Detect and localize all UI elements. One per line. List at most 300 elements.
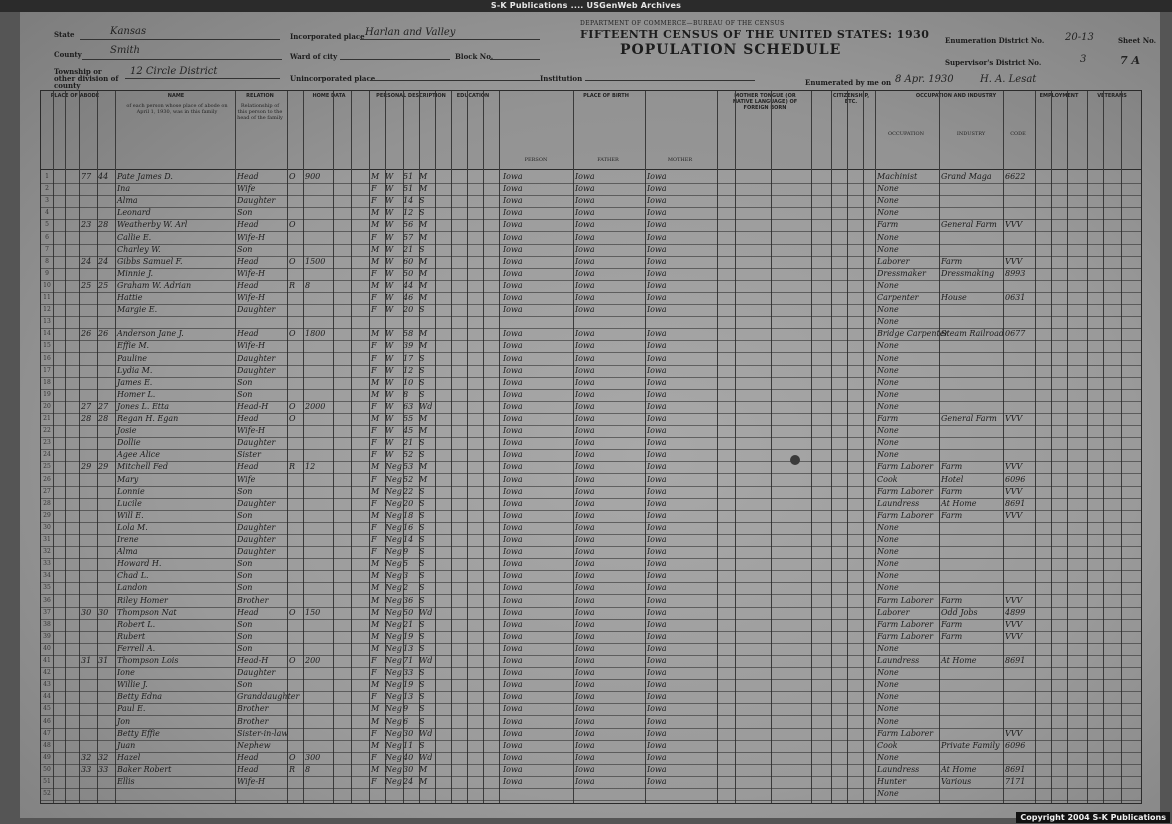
cell-birth: Iowa: [503, 752, 523, 762]
cell-occ: None: [877, 280, 899, 290]
cell-tenure: O: [289, 656, 296, 665]
cell-ind: [941, 195, 1003, 207]
cell-rel: Nephew: [237, 740, 271, 750]
cell-n: 40: [43, 644, 51, 652]
cell-father: Iowa: [575, 510, 595, 520]
cell-mother: Iowa: [647, 680, 667, 690]
cell-ind: General Farm: [941, 220, 997, 230]
cell-race: W: [385, 438, 394, 448]
cell-ind: [941, 365, 1003, 377]
cell-n: 44: [43, 693, 51, 701]
cell-n: 21: [43, 415, 51, 422]
cell-ms: S: [419, 668, 425, 678]
cell-tenure: [289, 244, 303, 256]
cell-ms: S: [419, 498, 425, 508]
cell-tenure: O: [289, 607, 296, 617]
cell-race: W: [385, 389, 394, 399]
cell-rel: Son: [237, 571, 253, 581]
cell-tenure: [289, 534, 303, 546]
cell-age: 21: [403, 244, 414, 254]
cell-name: Anderson Jane J.: [117, 329, 184, 339]
cell-name: Hazel: [117, 752, 141, 762]
cell-occ: Farm Laborer: [877, 619, 934, 629]
cell-occ: None: [877, 450, 899, 460]
cell-fam: [98, 546, 114, 558]
cell-race: Neg: [385, 547, 402, 557]
cell-mother: [647, 788, 715, 800]
cell-code: [1005, 244, 1033, 256]
cell-father: [575, 788, 643, 800]
table-row: [41, 607, 1141, 620]
cell-dw: [81, 316, 97, 328]
cell-age: 45: [403, 426, 414, 436]
cell-occ: None: [877, 426, 899, 436]
cell-ind: [941, 377, 1003, 389]
cell-occ: None: [877, 547, 899, 557]
cell-occ: Bridge Carpenter: [877, 329, 949, 339]
unincorporated-label: Unincorporated place: [290, 74, 376, 83]
cell-father: Iowa: [575, 377, 595, 387]
cell-tenure: [289, 474, 303, 486]
cell-age: 20: [403, 305, 414, 315]
cell-fam: [98, 619, 114, 631]
cell-ms: M: [419, 329, 428, 339]
cell-birth: Iowa: [503, 595, 523, 605]
cell-mother: Iowa: [647, 401, 667, 411]
cell-name: [117, 316, 235, 328]
cell-n: 31: [43, 536, 51, 543]
cell-occ: None: [877, 232, 899, 242]
cell-occ: Farm Laborer: [877, 595, 934, 605]
cell-code: [1005, 679, 1033, 691]
cell-sex: M: [371, 280, 380, 290]
cell-value: [305, 691, 331, 703]
cell-age: 51: [403, 172, 414, 181]
cell-tenure: [289, 195, 303, 207]
cell-ms: S: [419, 365, 425, 375]
cell-name: Rubert: [117, 631, 146, 641]
table-row: [41, 691, 1141, 704]
cell-age: 52: [403, 450, 414, 460]
cell-tenure: [289, 716, 303, 728]
cell-father: Iowa: [575, 559, 595, 569]
cell-age: 71: [403, 656, 414, 665]
cell-age: 19: [403, 631, 414, 641]
cell-sex: F: [371, 777, 377, 786]
table-row: [41, 304, 1141, 317]
cell-value: [305, 570, 331, 582]
cell-birth: Iowa: [503, 498, 523, 508]
cell-birth: Iowa: [503, 680, 523, 690]
cell-name: Pauline: [117, 353, 147, 363]
cell-ind: [941, 244, 1003, 256]
cell-age: 55: [403, 414, 414, 423]
cell-value: [305, 183, 331, 195]
cell-sex: M: [371, 510, 380, 520]
cell-code: [1005, 716, 1033, 728]
cell-occ: None: [877, 341, 899, 351]
cell-age: 40: [403, 752, 414, 762]
cell-code: VVV: [1005, 462, 1023, 472]
cell-tenure: [289, 425, 303, 437]
cell-mother: Iowa: [647, 353, 667, 363]
table-row: [41, 740, 1141, 753]
group-mother-tongue: MOTHER TONGUE (OR NATIVE LANGUAGE) OF FOREIGN BORN: [732, 93, 798, 111]
cell-mother: Iowa: [647, 462, 667, 472]
cell-occ: Cook: [877, 740, 898, 750]
cell-sex: M: [371, 329, 380, 339]
cell-occ: Farm Laborer: [877, 510, 934, 520]
cell-rel: Daughter: [237, 522, 276, 532]
cell-rel: [237, 788, 285, 800]
cell-race: W: [385, 426, 394, 436]
cell-fam: [98, 728, 114, 740]
cell-age: [403, 316, 417, 328]
cell-race: W: [385, 341, 394, 351]
cell-fam: 27: [98, 401, 109, 411]
department-line: DEPARTMENT OF COMMERCE—BUREAU OF THE CENSUS: [580, 20, 785, 27]
cell-rel: Son: [237, 244, 253, 254]
cell-birth: Iowa: [503, 401, 523, 411]
cell-occ: None: [877, 583, 899, 593]
enumeration-value: 20-13: [1065, 32, 1094, 43]
cell-sex: M: [371, 704, 380, 714]
table-row: [41, 377, 1141, 390]
cell-sex: F: [371, 522, 377, 532]
cell-sex: M: [371, 716, 380, 726]
cell-value: [305, 389, 331, 401]
cell-mother: Iowa: [647, 280, 667, 290]
cell-father: Iowa: [575, 571, 595, 581]
cell-occ: Farm Laborer: [877, 631, 934, 641]
cell-rel: Daughter: [237, 535, 276, 544]
cell-birth: Iowa: [503, 535, 523, 544]
cell-code: [1005, 425, 1033, 437]
cell-age: 11: [403, 740, 414, 750]
cell-mother: Iowa: [647, 486, 667, 496]
cell-dw: [81, 691, 97, 703]
cell-occ: Carpenter: [877, 293, 919, 302]
cell-mother: Iowa: [647, 450, 667, 460]
cell-fam: 25: [98, 280, 109, 290]
cell-mother: Iowa: [647, 389, 667, 399]
cell-occ: Laundress: [877, 656, 920, 665]
township-value: 12 Circle District: [130, 66, 218, 77]
cell-ind: Various: [941, 777, 972, 786]
cell-n: 15: [43, 342, 51, 350]
cell-tenure: [289, 232, 303, 244]
cell-father: Iowa: [575, 256, 595, 266]
cell-dw: [81, 595, 97, 607]
cell-name: Jon: [117, 716, 131, 726]
cell-code: [1005, 207, 1033, 219]
cell-sex: F: [371, 752, 377, 762]
cell-name: [117, 788, 235, 800]
cell-ind: [941, 716, 1003, 728]
cell-race: Neg: [385, 752, 402, 762]
cell-code: [1005, 703, 1033, 715]
cell-name: Jones L. Etta: [117, 401, 169, 411]
cell-fam: [98, 522, 114, 534]
cell-father: Iowa: [575, 777, 595, 786]
cell-ind: [941, 788, 1003, 800]
cell-father: Iowa: [575, 305, 595, 315]
cell-name: Ferrell A.: [117, 643, 156, 653]
cell-occ: Laborer: [877, 256, 910, 266]
cell-birth: Iowa: [503, 450, 523, 460]
cell-ms: M: [419, 341, 428, 351]
cell-occ: None: [877, 522, 899, 532]
cell-ms: M: [419, 777, 428, 786]
cell-ms: M: [419, 414, 428, 423]
cell-birth: Iowa: [503, 377, 523, 387]
cell-age: 2: [403, 583, 409, 593]
cell-fam: [98, 195, 114, 207]
cell-occ: Laundress: [877, 764, 920, 774]
cell-father: Iowa: [575, 438, 595, 448]
cell-code: 4899: [1005, 607, 1026, 617]
cell-dw: [81, 437, 97, 449]
cell-name: James E.: [117, 377, 153, 387]
cell-age: 21: [403, 438, 414, 448]
group-employment: EMPLOYMENT: [1039, 93, 1079, 99]
cell-race: Neg: [385, 680, 402, 690]
cell-n: 41: [43, 657, 51, 664]
cell-dw: [81, 534, 97, 546]
cell-tenure: [289, 728, 303, 740]
cell-ind: Farm: [941, 256, 963, 266]
supervisor-value: 3: [1080, 54, 1087, 65]
cell-race: Neg: [385, 607, 402, 617]
cell-dw: 31: [81, 656, 92, 665]
cell-sex: M: [371, 377, 380, 387]
cell-occ: Cook: [877, 474, 898, 484]
cell-n: 9: [45, 269, 49, 277]
column-headers: [41, 91, 1141, 170]
cell-race: Neg: [385, 583, 402, 593]
cell-n: 7: [45, 245, 49, 253]
cell-fam: [98, 316, 114, 328]
cell-sex: F: [371, 401, 377, 411]
cell-occ: None: [877, 680, 899, 690]
cell-tenure: O: [289, 256, 296, 266]
cell-age: 20: [403, 498, 414, 508]
table-row: [41, 219, 1141, 232]
cell-ind: [941, 703, 1003, 715]
cell-tenure: [289, 631, 303, 643]
cell-tenure: [289, 353, 303, 365]
cell-name: Willie J.: [117, 680, 148, 690]
cell-n: 4: [45, 209, 49, 217]
cell-ms: M: [419, 426, 428, 436]
state-label: State: [54, 30, 75, 39]
cell-code: 6622: [1005, 172, 1026, 181]
cell-value: 900: [305, 172, 321, 181]
cell-ind: Farm: [941, 595, 963, 605]
cell-sex: M: [371, 244, 380, 254]
cell-birth: Iowa: [503, 607, 523, 617]
cell-fam: [98, 558, 114, 570]
cell-name: Lydia M.: [117, 365, 153, 375]
cell-occ: None: [877, 571, 899, 581]
cell-ind: [941, 667, 1003, 679]
group-occupation: OCCUPATION AND INDUSTRY: [915, 93, 997, 99]
cell-race: [385, 788, 401, 800]
cell-code: [1005, 534, 1033, 546]
cell-tenure: R: [289, 764, 296, 774]
cell-father: Iowa: [575, 522, 595, 532]
township-label: Township or other division of county: [54, 67, 119, 90]
cell-dw: [81, 558, 97, 570]
cell-rel: Son: [237, 583, 253, 593]
cell-rel: Daughter: [237, 305, 276, 315]
cell-age: 57: [403, 232, 414, 242]
table-row: [41, 171, 1141, 184]
cell-ms: M: [419, 462, 428, 472]
cell-tenure: O: [289, 752, 296, 762]
cell-dw: [81, 546, 97, 558]
census-title: FIFTEENTH CENSUS OF THE UNITED STATES: 1930: [580, 28, 930, 41]
cell-dw: [81, 425, 97, 437]
cell-race: Neg: [385, 619, 402, 629]
cell-occ: Farm Laborer: [877, 486, 934, 496]
cell-occ: Laundress: [877, 498, 920, 508]
cell-code: VVV: [1005, 414, 1023, 423]
cell-value: [305, 449, 331, 461]
cell-rel: Head: [237, 414, 259, 423]
cell-ms: S: [419, 522, 425, 532]
cell-fam: 32: [98, 752, 109, 762]
cell-ms: S: [419, 438, 425, 448]
cell-rel: Head-H: [237, 656, 269, 665]
group-education: EDUCATION: [456, 93, 490, 99]
cell-tenure: [289, 619, 303, 631]
cell-dw: [81, 195, 97, 207]
cell-father: Iowa: [575, 764, 595, 774]
cell-age: 13: [403, 692, 414, 702]
cell-ind: [941, 752, 1003, 764]
cell-name: Ione: [117, 668, 135, 678]
cell-ms: S: [419, 486, 425, 496]
cell-ms: S: [419, 559, 425, 569]
cell-mother: Iowa: [647, 341, 667, 351]
cell-father: Iowa: [575, 450, 595, 460]
cell-age: 63: [403, 401, 414, 411]
cell-fam: [98, 365, 114, 377]
cell-age: 12: [403, 365, 414, 375]
cell-mother: Iowa: [647, 305, 667, 315]
table-row: [41, 365, 1141, 378]
cell-fam: 28: [98, 414, 109, 423]
cell-father: Iowa: [575, 619, 595, 629]
cell-name: Pate James D.: [117, 172, 173, 181]
cell-tenure: [289, 183, 303, 195]
cell-n: 36: [43, 596, 51, 604]
cell-father: Iowa: [575, 498, 595, 508]
cell-age: 21: [403, 619, 414, 629]
cell-n: 34: [43, 572, 51, 580]
cell-sex: M: [371, 256, 380, 266]
cell-tenure: [289, 486, 303, 498]
cell-fam: [98, 679, 114, 691]
cell-father: Iowa: [575, 631, 595, 641]
cell-ind: [941, 316, 1003, 328]
cell-sex: F: [371, 293, 377, 302]
enumerated-label: Enumerated by me on: [805, 78, 892, 87]
cell-code: 6096: [1005, 740, 1026, 750]
cell-sex: M: [371, 764, 380, 774]
cell-rel: Granddaughter: [237, 692, 300, 702]
cell-ind: [941, 425, 1003, 437]
cell-value: [305, 232, 331, 244]
incorporated-value: Harlan and Valley: [365, 27, 456, 38]
cell-ind: General Farm: [941, 414, 997, 423]
cell-rel: Brother: [237, 595, 269, 605]
cell-n: 23: [43, 439, 51, 447]
cell-birth: Iowa: [503, 184, 523, 194]
cell-name: Howard H.: [117, 559, 162, 569]
cell-ms: S: [419, 583, 425, 593]
cell-rel: Wife-H: [237, 293, 266, 302]
cell-father: Iowa: [575, 535, 595, 544]
cell-sex: F: [371, 692, 377, 702]
cell-age: [403, 788, 417, 800]
cell-ms: Wd: [419, 752, 433, 762]
cell-tenure: [289, 558, 303, 570]
cell-race: W: [385, 401, 394, 411]
cell-age: 52: [403, 474, 414, 484]
cell-birth: Iowa: [503, 668, 523, 678]
cell-birth: Iowa: [503, 728, 523, 738]
cell-n: 30: [43, 523, 51, 531]
cell-n: 8: [45, 257, 49, 265]
cell-mother: Iowa: [647, 522, 667, 532]
cell-rel: Son: [237, 208, 253, 218]
cell-ind: Odd Jobs: [941, 607, 978, 617]
cell-mother: Iowa: [647, 716, 667, 726]
cell-mother: Iowa: [647, 208, 667, 218]
cell-race: W: [385, 184, 394, 194]
cell-code: VVV: [1005, 631, 1023, 641]
cell-birth: Iowa: [503, 414, 523, 423]
cell-rel: Son: [237, 486, 253, 496]
cell-birth: Iowa: [503, 547, 523, 557]
cell-race: W: [385, 450, 394, 460]
cell-rel: Daughter: [237, 365, 276, 375]
cell-age: 33: [403, 668, 414, 678]
cell-value: 12: [305, 462, 316, 472]
cell-fam: 24: [98, 256, 109, 266]
cell-dw: [81, 570, 97, 582]
county-label: County: [54, 50, 82, 59]
cell-ms: M: [419, 293, 428, 302]
cell-name: Thompson Nat: [117, 607, 177, 617]
table-row: [41, 595, 1141, 608]
cell-fam: [98, 340, 114, 352]
cell-dw: [81, 207, 97, 219]
cell-tenure: [289, 437, 303, 449]
cell-dw: [81, 377, 97, 389]
cell-value: [305, 365, 331, 377]
table-row: [41, 546, 1141, 559]
cell-race: Neg: [385, 740, 402, 750]
cell-fam: [98, 776, 114, 788]
cell-code: 8691: [1005, 498, 1026, 508]
cell-tenure: [289, 679, 303, 691]
cell-dw: 32: [81, 752, 92, 762]
cell-rel: Wife: [237, 474, 256, 484]
cell-mother: Iowa: [647, 498, 667, 508]
